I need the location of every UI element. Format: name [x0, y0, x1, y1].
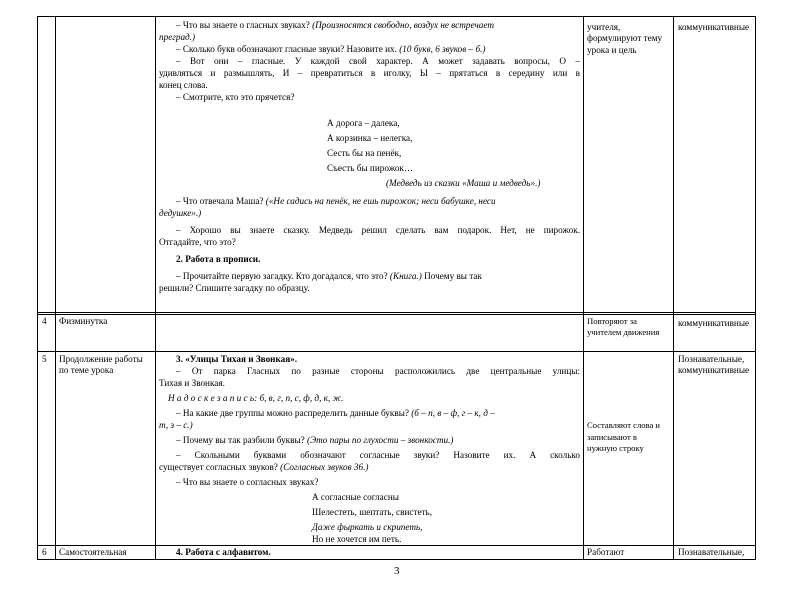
stage-cell: Самостоятельная [59, 547, 127, 557]
table-top-border [37, 16, 755, 17]
poem-line: Сесть бы на пенёк, [327, 148, 402, 158]
page-number: 3 [394, 565, 400, 577]
activity-cell: Повторяют за учителем движения [587, 316, 660, 337]
col-border [755, 16, 756, 560]
poem-line: А корзинка – нелегка, [327, 133, 413, 143]
line: – Скольными буквами обозначают согласные звуки? Назовите их. А сколько [176, 450, 580, 460]
row-number: 6 [42, 547, 47, 557]
line: – Почему вы так разбили буквы? (Это пары по глухости – звонкости.) [176, 435, 454, 445]
line: – Прочитайте первую загадку. Кто догадался, что это? (Книга.) Почему вы так [176, 271, 482, 281]
stage-cell: Продолжение работы по теме урока [59, 354, 143, 376]
line: Отгадайте, что это? [159, 237, 236, 247]
line: решили? Спишите загадку по образцу. [159, 283, 310, 293]
col-border [37, 16, 38, 560]
poem-line: Даже фыркать и скрипеть, [312, 522, 423, 532]
col-border [583, 16, 584, 560]
table-bottom-border [37, 559, 755, 560]
stage-cell: Физминутка [59, 316, 108, 326]
line: – Что вы знаете о согласных звуках? [176, 477, 319, 487]
poem-line: Съесть бы пирожок… [327, 163, 414, 173]
row-number: 5 [42, 354, 47, 364]
poem-line: А согласные согласны [312, 492, 399, 502]
col-border [155, 16, 156, 560]
poem-line: А дорога – далека, [327, 118, 400, 128]
line: удивляться и размышлять, И – превратиться в иголку, Ы – прятаться в середину или в [159, 68, 580, 78]
section-heading: 3. «Улицы Тихая и Звонкая». [176, 354, 298, 364]
line: т, з – с.) [159, 420, 193, 430]
line: конец слова. [159, 80, 208, 90]
poem-line: Шелестеть, шептать, свистеть, [312, 507, 433, 517]
col-border [55, 16, 56, 560]
line: – Что отвечала Маша? («Не садись на пенёк, не ешь пирожок; неси бабушке, неси [176, 196, 496, 206]
line: – На какие две группы можно распределить данные буквы? (б – п, в – ф, г – к, д – [176, 408, 495, 418]
line: – От парка Гласных по разные стороны расположились две центральные улицы: [176, 366, 580, 376]
line: – Сколько букв обозначают гласные звуки? Назовите их. (10 букв, 6 звуков – б.) [176, 44, 486, 54]
line: – Смотрите, кто это прячется? [176, 92, 295, 102]
uud-cell: коммуникативные [678, 22, 750, 32]
row-divider [37, 314, 755, 315]
col-border [673, 16, 674, 560]
line: существует согласных звуков? (Согласных звуков 36.) [159, 462, 369, 472]
row-divider [37, 351, 755, 352]
board-note: Н а д о с к е з а п и с ь: б, в, г, п, с, ф, д, к, ж. [168, 393, 344, 403]
section-heading: 2. Работа в прописи. [176, 254, 261, 264]
line: Тихая и Звонкая. [159, 378, 225, 388]
line: – Что вы знаете о гласных звуках? (Произносятся свободно, воздух не встречает [176, 20, 494, 30]
line: дедушке».) [159, 208, 202, 218]
uud-cell: Познавательные, коммуникативные [678, 354, 750, 376]
activity-cell: Работают [587, 547, 625, 557]
activity-cell: Составляют слова и записывают в нужную строку [587, 420, 661, 453]
line: преград.) [159, 32, 196, 42]
line: – Хорошо вы знаете сказку. Медведь решил сделать вам подарок. Нет, не пирожок. [176, 225, 580, 235]
section-heading: 4. Работа с алфавитом. [176, 547, 271, 557]
activity-cell: учителя, формулируют тему урока и цель [587, 22, 663, 55]
line: – Вот они – гласные. У каждой свой характер. А может задавать вопросы, О – [176, 56, 580, 66]
row-divider [37, 312, 755, 313]
poem-line: Но не хочется им петь. [312, 534, 402, 544]
lesson-plan-table [37, 16, 792, 560]
uud-cell: Познавательные, [678, 547, 745, 557]
row-number: 4 [42, 316, 47, 326]
uud-cell: коммуникативные [678, 318, 750, 328]
poem-source: (Медведь из сказки «Маша и медведь».) [386, 178, 541, 188]
